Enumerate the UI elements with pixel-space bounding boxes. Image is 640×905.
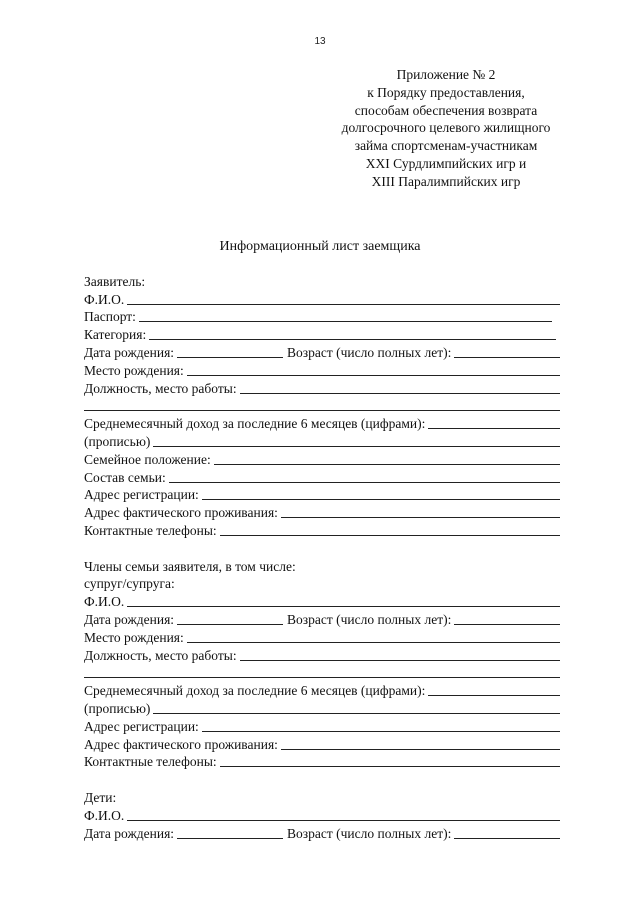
spacer	[84, 539, 560, 557]
spouse-age-field-line[interactable]	[454, 613, 560, 625]
spouse-reg-address-field-line[interactable]	[202, 720, 560, 732]
field-label: Возраст (число полных лет):	[287, 825, 452, 841]
field-label: Ф.И.О.	[84, 807, 125, 823]
spouse-position-field-line-2[interactable]	[84, 666, 560, 678]
applicant-category-row	[84, 325, 560, 343]
section-label: Заявитель:	[84, 273, 146, 289]
phones-field-line[interactable]	[220, 524, 560, 536]
applicant-heading	[84, 272, 560, 290]
child-fio-field-line[interactable]	[127, 809, 560, 821]
field-label: Ф.И.О.	[84, 594, 125, 610]
field-label: (прописью)	[84, 433, 151, 449]
spouse-phones-field-line[interactable]	[220, 755, 560, 767]
spacer	[84, 770, 560, 788]
field-label: Адрес регистрации:	[84, 718, 199, 734]
spouse-income-digits-field-line[interactable]	[428, 684, 560, 696]
child-birthdate-field-line[interactable]	[177, 827, 283, 839]
field-label: Семейное положение:	[84, 451, 211, 467]
applicant-family-row	[84, 468, 560, 486]
spouse-fio-row	[84, 592, 560, 610]
field-label: Дата рождения:	[84, 344, 175, 360]
actual-address-field-line[interactable]	[281, 506, 560, 518]
child-fio-row	[84, 806, 560, 824]
appendix-line: займа спортсменам-участникам	[354, 138, 538, 154]
borrower-form	[84, 272, 560, 842]
field-label: Среднемесячный доход за последние 6 месяцев (цифрами):	[84, 683, 426, 699]
field-label: Возраст (число полных лет):	[287, 344, 452, 360]
spouse-heading	[84, 575, 560, 593]
spouse-income-words-field-line[interactable]	[153, 702, 560, 714]
applicant-income-row	[84, 414, 560, 432]
income-words-field-line[interactable]	[153, 435, 560, 447]
appendix-line: к Порядку предоставления,	[367, 84, 525, 100]
income-digits-field-line[interactable]	[428, 417, 560, 429]
category-field-line[interactable]	[149, 328, 556, 340]
field-label: Ф.И.О.	[84, 291, 125, 307]
applicant-position-cont-row	[84, 397, 560, 415]
field-label: Должность, место работы:	[84, 380, 237, 396]
spouse-phones-row	[84, 753, 560, 771]
section-label: Дети:	[84, 789, 117, 805]
children-heading	[84, 788, 560, 806]
fio-field-line[interactable]	[127, 293, 560, 305]
document-title: Информационный лист заемщика	[219, 239, 421, 254]
family-field-line[interactable]	[169, 471, 560, 483]
spouse-position-field-line[interactable]	[240, 649, 560, 661]
position-field-line-2[interactable]	[84, 399, 560, 411]
applicant-income-words-row	[84, 432, 560, 450]
field-label: Дата рождения:	[84, 825, 175, 841]
appendix-line: способам обеспечения возврата	[354, 102, 538, 118]
birthplace-field-line[interactable]	[187, 364, 560, 376]
section-label: Члены семьи заявителя, в том числе:	[84, 558, 296, 574]
birthdate-field-line[interactable]	[177, 346, 283, 358]
child-birthdate-row	[84, 824, 560, 842]
field-label: Адрес фактического проживания:	[84, 736, 278, 752]
field-label: Должность, место работы:	[84, 647, 237, 663]
field-label: Паспорт:	[84, 309, 136, 325]
field-label: Контактные телефоны:	[84, 754, 217, 770]
section-label: супруг/супруга:	[84, 576, 175, 592]
spouse-actual-address-field-line[interactable]	[281, 738, 560, 750]
appendix-line: XIII Паралимпийских игр	[371, 173, 521, 189]
spouse-birthdate-row	[84, 610, 560, 628]
marital-field-line[interactable]	[214, 453, 560, 465]
field-label: (прописью)	[84, 700, 151, 716]
field-label: Адрес фактического проживания:	[84, 505, 278, 521]
appendix-line: Приложение № 2	[396, 67, 496, 82]
applicant-birthdate-row	[84, 343, 560, 361]
spouse-income-words-row	[84, 699, 560, 717]
page-number: 13	[314, 36, 326, 47]
field-label: Категория:	[84, 327, 147, 343]
applicant-marital-row	[84, 450, 560, 468]
field-label: Состав семьи:	[84, 469, 166, 485]
field-label: Возраст (число полных лет):	[287, 611, 452, 627]
spouse-income-row	[84, 681, 560, 699]
applicant-passport-row	[84, 308, 560, 326]
appendix-line: XXI Сурдлимпийских игр и	[365, 155, 527, 171]
reg-address-field-line[interactable]	[202, 488, 560, 500]
field-label: Место рождения:	[84, 629, 184, 645]
applicant-reg-address-row	[84, 486, 560, 504]
field-label: Адрес регистрации:	[84, 487, 199, 503]
family-members-heading	[84, 557, 560, 575]
applicant-birthplace-row	[84, 361, 560, 379]
spouse-fio-field-line[interactable]	[127, 595, 560, 607]
applicant-phones-row	[84, 521, 560, 539]
passport-field-line[interactable]	[139, 310, 552, 322]
field-label: Место рождения:	[84, 362, 184, 378]
field-label: Среднемесячный доход за последние 6 месяцев (цифрами):	[84, 416, 426, 432]
spouse-reg-address-row	[84, 717, 560, 735]
appendix-block	[322, 66, 570, 191]
child-age-field-line[interactable]	[454, 827, 560, 839]
position-field-line[interactable]	[240, 382, 560, 394]
applicant-position-row	[84, 379, 560, 397]
appendix-line: долгосрочного целевого жилищного	[341, 120, 551, 136]
field-label: Дата рождения:	[84, 611, 175, 627]
field-label: Контактные телефоны:	[84, 522, 217, 538]
applicant-actual-address-row	[84, 503, 560, 521]
applicant-fio-row	[84, 290, 560, 308]
spouse-position-row	[84, 646, 560, 664]
spouse-birthdate-field-line[interactable]	[177, 613, 283, 625]
spouse-position-cont-row	[84, 664, 560, 682]
spouse-birthplace-field-line[interactable]	[187, 631, 560, 643]
spouse-birthplace-row	[84, 628, 560, 646]
spouse-actual-address-row	[84, 735, 560, 753]
age-field-line[interactable]	[454, 346, 560, 358]
